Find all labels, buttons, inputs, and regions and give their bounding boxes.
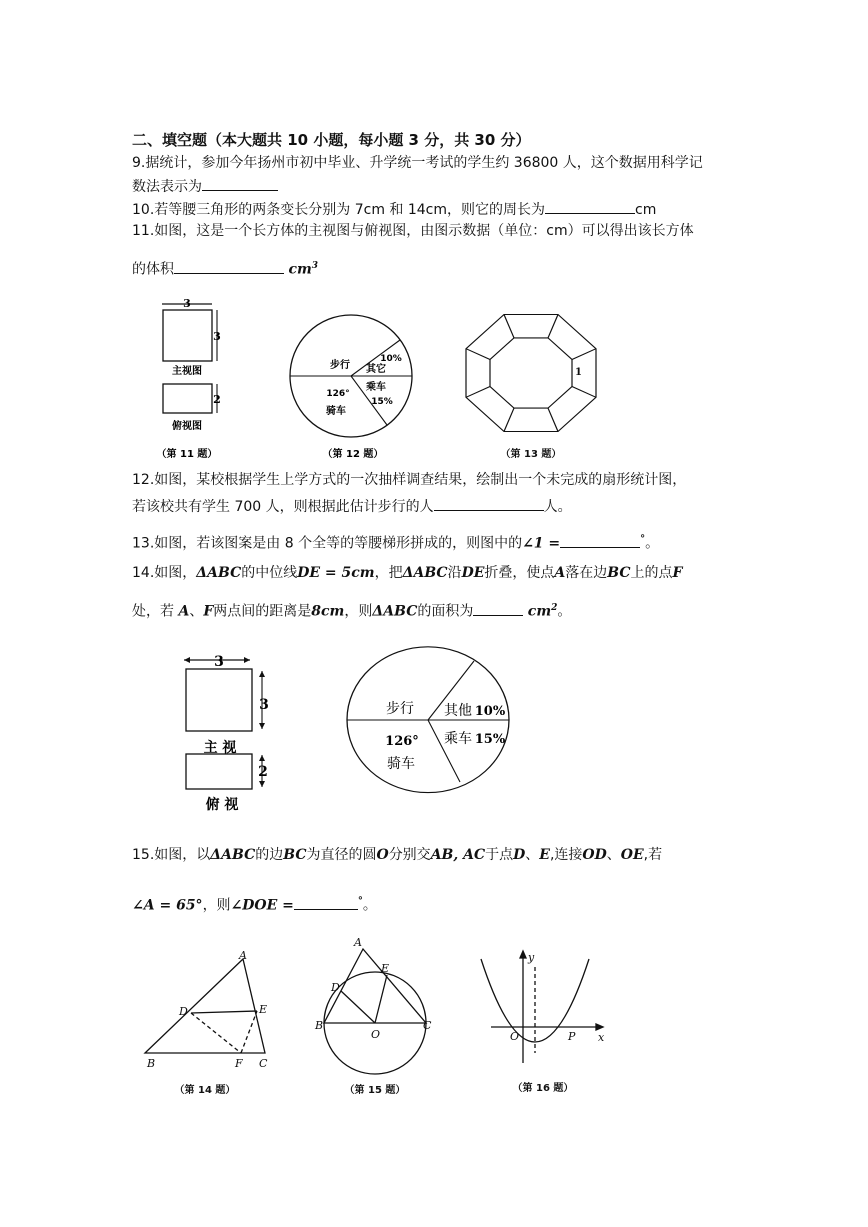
pie-other-pct: 10% xyxy=(474,704,506,719)
pie-other: 其他 xyxy=(444,703,472,719)
fig11-top-rect xyxy=(163,384,212,413)
q13-text: 13.如图，若该图案是由 8 个全等的等腰梯形拼成的，则图中的∠1 = °。 xyxy=(132,530,659,554)
pie-figure xyxy=(347,647,509,793)
fig15-O: O xyxy=(371,1028,381,1041)
fig15-C: C xyxy=(423,1019,432,1032)
fig16-parabola xyxy=(481,951,605,1094)
fig14-triangle xyxy=(145,949,268,1096)
q9-line1: 9.据统计，参加今年扬州市初中毕业、升学统一考试的学生约 36800 人，这个数据用科学记 xyxy=(132,155,703,171)
fig16-P: P xyxy=(568,1030,576,1043)
fig11-small-dim: 2 xyxy=(213,393,221,406)
q12-line2: 若该校共有学生 700 人，则根据此估计步行的人 人。 xyxy=(132,495,572,517)
q15-answer-blank[interactable] xyxy=(294,894,358,910)
figure-row-2 xyxy=(170,645,530,820)
fig14-D: D xyxy=(179,1005,188,1018)
pie-walk: 步行 xyxy=(386,701,414,717)
views-small-dim: 2 xyxy=(258,764,268,780)
fig12-angle: 126° xyxy=(326,389,350,399)
fig14-C: C xyxy=(259,1057,268,1070)
fig11-top-dim: 3 xyxy=(183,297,191,310)
q12-line1: 12.如图，某校根据学生上学方式的一次抽样调查结果，绘制出一个未完成的扇形统计图， xyxy=(132,472,687,488)
q14-answer-blank[interactable] xyxy=(473,600,523,616)
q9-answer-blank[interactable] xyxy=(202,175,278,191)
fig14-F: F xyxy=(235,1057,243,1070)
q10-text: 10.若等腰三角形的两条变长分别为 7cm 和 14cm，则它的周长为 cm xyxy=(132,198,656,220)
fig14-A: A xyxy=(239,949,247,962)
q15-line2: ∠A = 65°，则∠DOE = °。 xyxy=(132,892,377,916)
section-title: 二、填空题（本大题共 10 小题，每小题 3 分，共 30 分） xyxy=(132,131,531,149)
fig15-caption: （第 15 题） xyxy=(344,1085,406,1096)
fig15-E: E xyxy=(381,962,390,975)
pie-bike: 骑车 xyxy=(387,756,415,772)
fig15-D: D xyxy=(331,981,340,994)
fig12-bus-pct: 15% xyxy=(371,397,393,407)
fig11-caption: （第 11 题） xyxy=(156,449,218,460)
pie-bus-pct: 15% xyxy=(474,732,506,747)
q13-answer-blank[interactable] xyxy=(560,532,640,548)
fig13-caption: （第 13 题） xyxy=(500,449,562,460)
views-front-label: 主 视 xyxy=(203,740,237,756)
fig12-bike: 骑车 xyxy=(326,406,346,417)
fig14-B: B xyxy=(147,1057,156,1070)
views-front-rect xyxy=(186,669,252,731)
views-right-dim: 3 xyxy=(259,697,269,713)
views-top-rect xyxy=(186,754,252,789)
q11-answer-blank[interactable] xyxy=(174,258,284,274)
fig16-caption: （第 16 题） xyxy=(512,1083,574,1094)
fig13-angle-label: 1 xyxy=(575,367,582,378)
q14-line2: 处，若 A、F两点间的距离是8cm，则ΔABC的面积为 $cm^2$。 xyxy=(132,598,571,622)
views-figure xyxy=(184,654,269,813)
figure-row-3 xyxy=(135,935,615,1100)
fig12-bus: 乘车 xyxy=(366,382,386,393)
q11-line1: 11.如图，这是一个长方体的主视图与俯视图，由图示数据（单位：cm）可以得出该长方体 xyxy=(132,223,694,239)
fig15-circle xyxy=(314,936,432,1096)
fig15-B: B xyxy=(315,1019,324,1032)
pie-angle: 126° xyxy=(385,734,419,749)
fig11-top-label: 俯视图 xyxy=(172,421,202,432)
fig14-caption: （第 14 题） xyxy=(174,1085,236,1096)
fig12-other: 其它 xyxy=(366,364,386,375)
fig15-A: A xyxy=(354,936,362,949)
q10-answer-blank[interactable] xyxy=(545,198,635,214)
pie-bus: 乘车 xyxy=(444,731,472,747)
figure-row-1 xyxy=(150,290,750,465)
q15-line1: 15.如图，以ΔABC的边BC为直径的圆O分别交AB, AC于点D、E,连接OD、OE,若 xyxy=(132,847,663,863)
fig11-right-dim: 3 xyxy=(213,330,221,343)
q11-line2: 的体积 $cm^3$ xyxy=(132,256,318,280)
views-top-label: 俯 视 xyxy=(205,797,239,813)
fig16-O: O xyxy=(510,1030,520,1043)
fig16-y: y xyxy=(528,951,535,964)
fig11-front-rect xyxy=(163,310,212,361)
q9-line2: 数法表示为 xyxy=(132,175,278,197)
fig12-walk: 步行 xyxy=(330,360,350,371)
q14-line1: 14.如图，ΔABC的中位线DE = 5cm，把ΔABC沿DE折叠，使点A落在边BC上的点F xyxy=(132,565,683,581)
fig12-other-pct: 10% xyxy=(380,354,402,364)
fig11-views xyxy=(157,297,221,460)
fig12-pie xyxy=(290,315,412,460)
fig13-octagon xyxy=(466,315,596,461)
fig14-E: E xyxy=(259,1003,268,1016)
fig12-caption: （第 12 题） xyxy=(322,449,384,460)
q12-answer-blank[interactable] xyxy=(434,495,544,511)
views-top-dim: 3 xyxy=(214,654,224,670)
fig16-x: x xyxy=(598,1031,605,1044)
fig11-front-label: 主视图 xyxy=(172,366,202,377)
